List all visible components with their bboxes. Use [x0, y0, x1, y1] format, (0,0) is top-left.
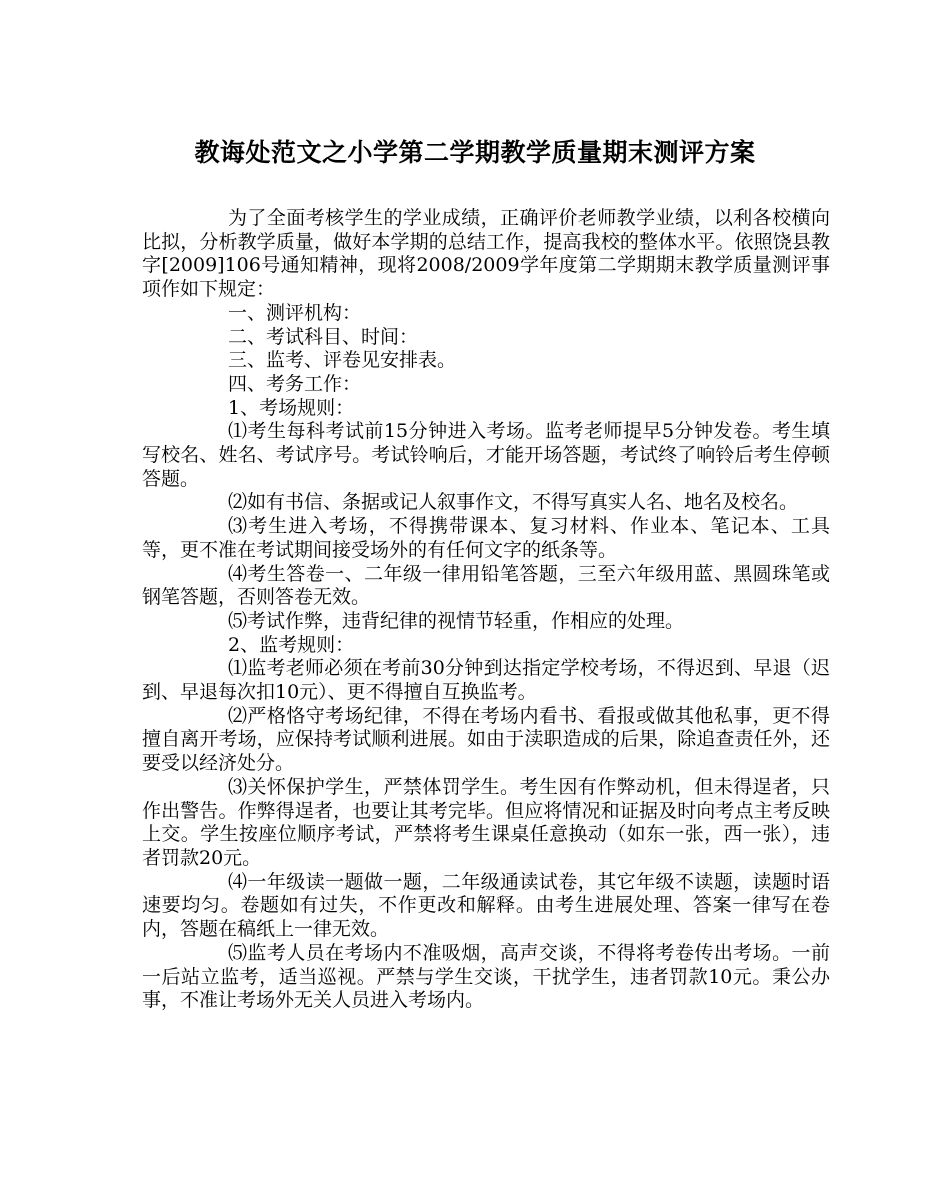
- exam-rule-item: ⑸考试作弊，违背纪律的视情节轻重，作相应的处理。: [228, 609, 685, 632]
- section-heading-1: 一、测评机构：: [228, 301, 362, 324]
- proctor-rules-heading: 2、监考规则：: [228, 633, 355, 656]
- intro-paragraph: 为了全面考核学生的学业成绩，正确评价老师教学业绩，以利各校横向比拟，分析教学质量，做好本学期的总结工作，提高我校的整体水平。依照饶县教字[2009]106号通知精神，现将2008/2009学年度第二学期期末教学质量测评事项作如下规定：: [142, 207, 830, 301]
- exam-rule-item: ⑷考生答卷一、二年级一律用铅笔答题，三至六年级用蓝、黑圆珠笔或钢笔答题，否则答卷无效。: [142, 562, 830, 609]
- proctor-rule-item: ⑶关怀保护学生，严禁体罚学生。考生因有作弊动机，但未得逞者，只作出警告。作弊得逞者，也要让其考完毕。但应将情况和证据及时向考点主考反映上交。学生按座位顺序考试，严禁将考生课桌任意换动（如东一张，西一张），违者罚款20元。: [142, 775, 830, 869]
- proctor-rule-item: ⑸监考人员在考场内不准吸烟，高声交谈，不得将考卷传出考场。一前一后站立监考，适当巡视。严禁与学生交谈，干扰学生，违者罚款10元。秉公办事，不准让考场外无关人员进入考场内。: [142, 941, 830, 1012]
- proctor-rule-item: ⑵严格恪守考场纪律，不得在考场内看书、看报或做其他私事，更不得擅自离开考场，应保持考试顺利进展。如由于渎职造成的后果，除追查责任外，还要受以经济处分。: [142, 704, 830, 775]
- section-heading-2: 二、考试科目、时间：: [228, 325, 419, 348]
- proctor-rule-item: ⑴监考老师必须在考前30分钟到达指定学校考场，不得迟到、早退（迟到、早退每次扣10元）、更不得擅自互换监考。: [142, 657, 830, 704]
- exam-rule-item: ⑵如有书信、条据或记人叙事作文，不得写真实人名、地名及校名。: [228, 491, 799, 514]
- document-body: [142, 207, 830, 1013]
- exam-rule-item: ⑴考生每科考试前15分钟进入考场。监考老师提早5分钟发卷。考生填写校名、姓名、考试序号。考试铃响后，才能开场答题，考试终了响铃后考生停顿答题。: [142, 420, 830, 490]
- section-heading-3: 三、监考、评卷见安排表。: [228, 349, 457, 372]
- section-heading-4: 四、考务工作：: [228, 372, 362, 395]
- document-title: 教诲处范文之小学第二学期教学质量期末测评方案: [194, 138, 756, 167]
- exam-rules-heading: 1、考场规则：: [228, 396, 355, 419]
- exam-rule-item: ⑶考生进入考场，不得携带课本、复习材料、作业本、笔记本、工具等，更不准在考试期间接受场外的有任何文字的纸条等。: [142, 515, 830, 561]
- proctor-rule-item: ⑷一年级读一题做一题，二年级通读试卷，其它年级不读题，读题时语速要均匀。卷题如有过失，不作更改和解释。由考生进展处理、答案一律写在卷内，答题在稿纸上一律无效。: [142, 870, 830, 941]
